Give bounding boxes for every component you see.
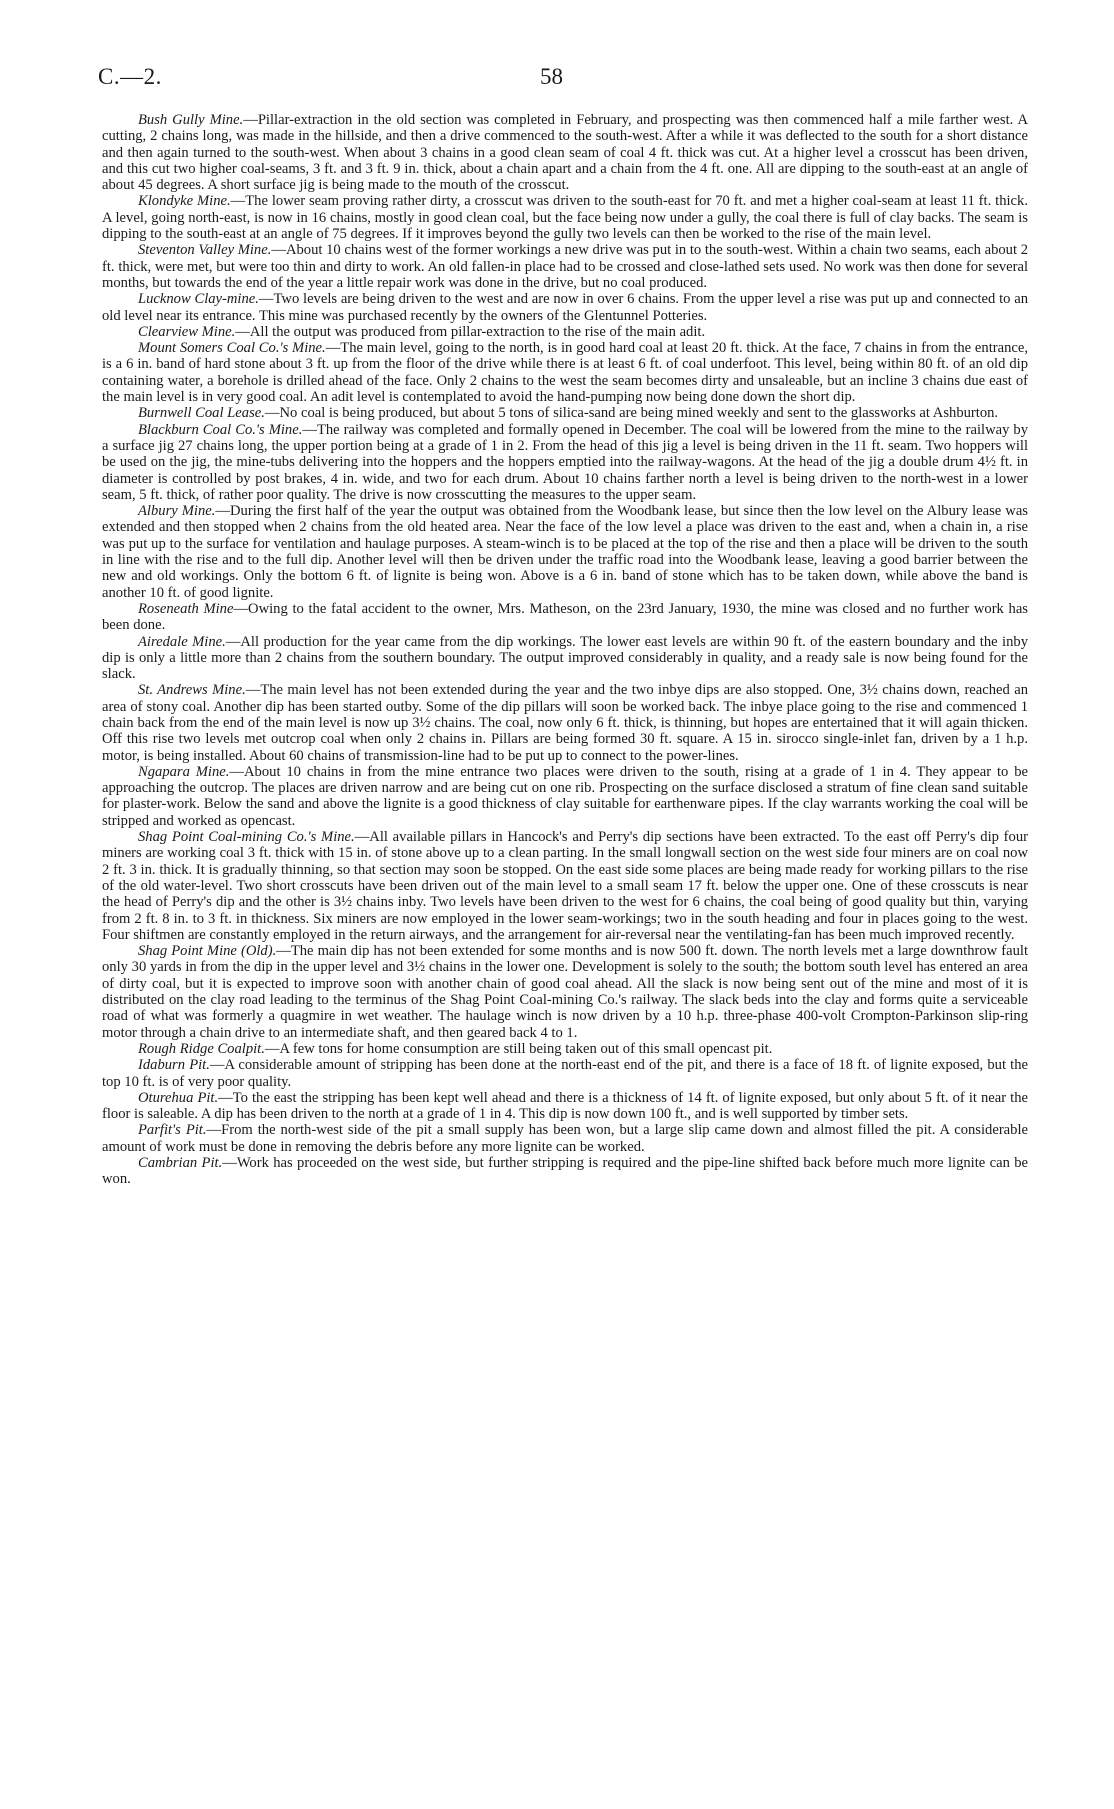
mine-name: Airedale Mine. [138,633,226,650]
paragraph-albury [102,503,1028,601]
mine-name: Rough Ridge Coalpit. [138,1040,265,1057]
paragraph-oturehua [102,1090,1028,1123]
paragraph-text: —Work has proceeded on the west side, but further stripping is required and the pipe-line shifted back before much more lignite can be won. [102,1155,1029,1188]
paragraph-idaburn [102,1057,1028,1090]
paragraph-text: —The main level, going to the north, is in good hard coal at least 20 ft. thick. At the face, 7 chains in from the entrance, is a 6 in. band of hard stone about 3 ft. up from the floor of the drive while there is at least 6 ft. of coal underfoot. This level, being within 80 ft. of an old dip containing water, a borehole is drilled ahead of the face. Only 2 chains to the west the seam becomes dirty and unsaleable, but an incline 3 chains due east of the main level is in very good coal. An adit level is contemplated to avoid the hand-pumping now being done down the short dip. [102,340,1028,406]
paragraph-roseneath [102,601,1028,634]
paragraph-text: —Two levels are being driven to the west and are now in over 6 chains. From the upper level a rise was put up and connected to an old level near its entrance. This mine was purchased recently by the owners of the Glentunnel Potteries. [102,291,1028,324]
paragraph-cambrian [102,1155,1028,1188]
mine-name: Roseneath Mine [138,600,234,617]
mine-name: Parfit's Pit. [138,1122,207,1139]
paragraph-shag-point-old [102,943,1028,1041]
paragraph-ngapara [102,764,1028,829]
mine-name: Shag Point Mine (Old). [138,943,277,960]
mine-name: Lucknow Clay-mine. [138,291,259,308]
mine-name: Cambrian Pit. [138,1155,223,1171]
paragraph-text: —During the first half of the year the output was obtained from the Woodbank lease, but since then the low level on the Albury lease was extended and then stopped when 2 chains from the old heated area. Near the face of the low level a place was driven to the east and, when a chain in, a rise was put up to the surface for ventilation and haulage purposes. A steam-winch is to be placed at the top of the rise and then a place will be driven to the south in line with the rise and to the full dip. Another level will then be driven under the traffic road into the Woodbank lease, leaving a good barrier between the new and old workings. Only the bottom 6 ft. of lignite is being won. Above is a 6 in. band of stone which has to be taken down, while above the band is another 10 ft. of good lignite. [102,503,1028,601]
paragraph-text: —All the output was produced from pillar-extraction to the rise of the main adit. [235,323,706,340]
paragraph-klondyke [102,193,1028,242]
paragraph-text: —A few tons for home consumption are still being taken out of this small opencast pit. [264,1040,773,1057]
mine-name: Mount Somers Coal Co.'s Mine. [138,340,326,357]
paragraph-lucknow [102,291,1028,324]
paragraph-text: —No coal is being produced, but about 5 tons of silica-sand are being mined weekly and sent to the glassworks at Ashburton. [264,405,999,422]
paragraph-text: —The main level has not been extended during the year and the two inbye dips are also stopped. One, 3½ chains down, reached an area of stony coal. Another dip has been started outby. Some of the dip pillars will soon be worked back. The inbye place going to the rise and commenced 1 chain back from the end of the main level is now up 3½ chains. The coal, now only 6 ft. thick, is thinning, but hopes are entertained that it will again thicken. Off this rise two levels met outcrop coal when only 2 chains in. Pillars are being formed 30 ft. square. A 15 in. sirocco single-inlet fan, driven by a 1 h.p. motor, is being installed. About 60 chains of transmission-line had to be put up to connect to the power-lines. [102,682,1028,764]
mine-name: St. Andrews Mine. [138,682,246,699]
paragraph-text: —All production for the year came from the dip workings. The lower east levels are within 90 ft. of the eastern boundary and the inby dip is only a little more than 2 chains from the southern boundary. The output improved considerably in quality, and a ready sale is now being found for the slack. [102,633,1028,683]
mine-name: Shag Point Coal-mining Co.'s Mine. [138,829,355,846]
report-body [102,112,1028,1188]
mine-name: Blackburn Coal Co.'s Mine. [138,421,303,438]
paragraph-text: —A considerable amount of stripping has been done at the north-east end of the pit, and there is a face of 18 ft. of lignite exposed, but the top 10 ft. is of very poor quality. [102,1057,1028,1090]
paragraph-text: —About 10 chains west of the former workings a new drive was put in to the south-west. Within a chain two seams, each about 2 ft. thick, were met, but were too thin and dirty to work. An old fallen-in place had to be crossed and close-lathed sets used. No work was then done for several months, but towards the end of the year a little repair work was done in the drive, but no coal produced. [102,242,1028,291]
mine-name: Oturehua Pit. [138,1089,219,1106]
mine-name: Clearview Mine. [138,323,236,340]
paragraph-blackburn [102,422,1028,503]
paragraph-st-andrews [102,682,1028,763]
mine-name: Klondyke Mine. [138,193,231,210]
paragraph-text: —The railway was completed and formally opened in December. The coal will be lowered from the mine to the railway by a surface jig 27 chains long, the upper portion being at a grade of 1 in 2. From the head of this jig a level is being driven in the 11 ft. seam. Two hoppers will be used on the jig, the mine-tubs delivering into the hoppers and the hoppers emptied into the railway-wagons. At the head of the jig a double drum 4½ ft. in diameter is controlled by post brakes, 4 in. wide, and two for each drum. About 10 chains farther north a level is being driven to the north-west in a lower seam, 5 ft. thick, of rather poor quality. The drive is now crosscutting the measures to the upper seam. [102,421,1029,503]
paragraph-text: —The lower seam proving rather dirty, a crosscut was driven to the south-east for 70 ft. and met a higher coal-seam at least 11 ft. thick. A level, going north-east, is now in 16 chains, mostly in good clean coal, but the face being now under a gully, the coal there is full of clay backs. The seam is dipping to the south-east at an angle of 75 degrees. If it improves beyond the gully two levels can then be worked to the rise of the main level. [102,193,1028,243]
paragraph-burnwell [102,405,1028,421]
paragraph-shag-point-co [102,829,1028,943]
paragraph-bush-gully [102,112,1028,193]
paragraph-steventon-valley [102,242,1028,291]
mine-name: Albury Mine. [138,503,216,520]
paragraph-rough-ridge [102,1041,1028,1057]
mine-name: Steventon Valley Mine. [138,242,272,259]
paragraph-text: —Pillar-extraction in the old section was completed in February, and prospecting was then commenced half a mile farther west. A cutting, 2 chains long, was made in the hillside, and then a drive commenced to the south-west. After a while it was deflected to the south for a short distance and then again turned to the south-west. When about 3 chains in a good clean seam of coal 4 ft. thick was cut. At a higher level a crosscut has been driven, and this cut two higher coal-seams, 3 ft. and 3 ft. 9 in. thick, about a chain apart and a chain from the 4 ft. one. All are dipping to the south-east at an angle of about 45 degrees. A short surface jig is being made to the mouth of the crosscut. [102,112,1028,194]
paragraph-clearview [102,324,1028,340]
mine-name: Bush Gully Mine. [138,112,244,128]
mine-name: Idaburn Pit. [138,1057,210,1074]
paragraph-airedale [102,634,1028,683]
paragraph-text: —About 10 chains in from the mine entrance two places were driven to the south, rising at a grade of 1 in 4. They appear to be approaching the outcrop. The places are driven narrow and are being cut on one rib. Prospecting on the surface disclosed a stratum of fine clean sand suitable for plaster-work. Below the sand and above the lignite is a good thickness of clay suitable for earthenware pipes. If the clay warrants working the coal will be stripped and worked as opencast. [102,763,1028,829]
mine-name: Ngapara Mine. [138,763,230,780]
mine-name: Burnwell Coal Lease. [138,405,265,422]
paragraph-text: —The main dip has not been extended for some months and is now 500 ft. down. The north levels met a large downthrow fault only 30 yards in from the dip in the upper level and 3½ chains in the lower one. Development is solely to the south; the bottom south level has entered an area of dirty coal, but it is expected to improve soon with another chain of good coal ahead. All the slack is now being sent out of the mine and most of it is distributed on the clay road leading to the terminus of the Shag Point Coal-mining Co.'s railway. The slack beds into the clay and forms quite a serviceable road of what was formerly a quagmire in wet weather. The haulage winch is now driven by a 10 h.p. three-phase 400-volt Crompton-Parkinson slip-ring motor through a chain drive to an intermediate shaft, and then geared back 4 to 1. [102,943,1029,1041]
paragraph-text: —To the east the stripping has been kept well ahead and there is a thickness of 14 ft. of lignite exposed, but only about 5 ft. of it near the floor is saleable. A dip has been driven to the north at a grade of 1 in 4. This dip is now down 100 ft., and is well supported by timber sets. [102,1089,1028,1123]
document-code: C.—2. [98,64,162,89]
paragraph-text: —Owing to the fatal accident to the owner, Mrs. Matheson, on the 23rd January, 1930, the mine was closed and no further work has been done. [102,600,1028,634]
page-number: 58 [540,64,563,89]
paragraph-parfits [102,1122,1028,1155]
paragraph-text: —All available pillars in Hancock's and Perry's dip sections have been extracted. To the east off Perry's dip four miners are working coal 3 ft. thick with 15 in. of stone above up to a clean parting. In the small longwall section on the west side four miners are on coal now 2 ft. 3 in. thick. It is gradually thinning, so that section may soon be stopped. On the east side some places are being made ready for working pillars to the rise of the old water-level. Two short crosscuts have been driven out of the main level to a small seam 17 ft. below the upper one. One of these crosscuts is near the head of Perry's dip and the other is 3½ chains inby. Two levels have been driven to the west for 6 chains, the coal being of good quality but thin, varying from 2 ft. 8 in. to 3 ft. in thickness. Six miners are now employed in the lower seam-workings; two in the south heading and four in places going to the west. Four shiftmen are constantly employed in the return airways, and the arrangement for air-reversal near the ventilating-fan has been much improved recently. [102,829,1028,943]
paragraph-mount-somers [102,340,1028,405]
paragraph-text: —From the north-west side of the pit a small supply has been won, but a large slip came down and almost filled the pit. A considerable amount of work must be done in removing the debris before any more lignite can be worked. [102,1122,1028,1155]
